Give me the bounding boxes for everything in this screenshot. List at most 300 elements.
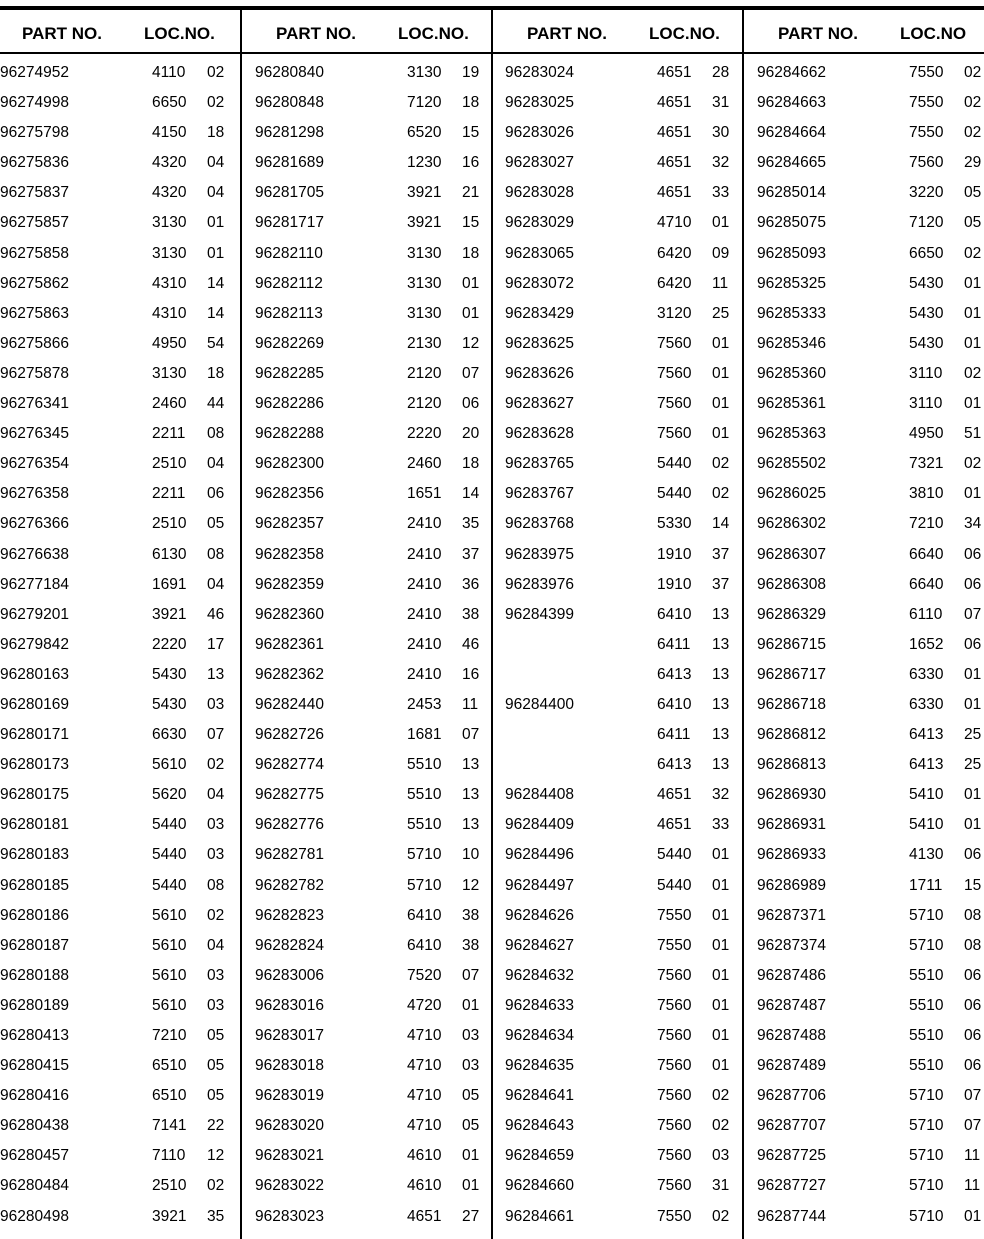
part-number: 96274952 xyxy=(0,64,69,81)
table-row xyxy=(255,752,506,782)
loc-no-header: LOC.NO xyxy=(900,24,967,43)
table-row xyxy=(505,632,756,662)
location-suffix: 29 xyxy=(964,154,982,172)
part-number: 96283024 xyxy=(505,64,574,81)
table-row xyxy=(757,361,984,391)
part-number: 96282440 xyxy=(255,695,324,713)
location-number: 5510 xyxy=(909,996,944,1014)
table-row xyxy=(0,572,251,602)
location-number: 6410 xyxy=(407,906,442,924)
table-row xyxy=(0,542,251,572)
part-number: 96280189 xyxy=(0,996,69,1014)
location-suffix: 04 xyxy=(207,154,225,172)
part-number: 96283023 xyxy=(255,1207,324,1225)
location-suffix: 13 xyxy=(712,695,730,713)
table-row xyxy=(505,90,756,120)
location-number: 6630 xyxy=(152,726,187,744)
table-row xyxy=(255,903,506,933)
table-row xyxy=(0,722,251,752)
table-row xyxy=(757,1173,984,1203)
part-number: 96282300 xyxy=(255,455,324,473)
part-number: 96285333 xyxy=(757,304,826,322)
location-suffix: 06 xyxy=(964,966,982,984)
part-number: 96282288 xyxy=(255,425,324,443)
location-number: 5440 xyxy=(152,846,187,864)
table-row xyxy=(757,241,984,271)
part-number: 96284665 xyxy=(757,154,826,172)
part-number: 96287489 xyxy=(757,1057,826,1075)
part-number: 96275836 xyxy=(0,154,69,172)
location-suffix: 03 xyxy=(712,1147,730,1165)
table-row xyxy=(505,1173,756,1203)
table-row xyxy=(0,301,251,331)
part-number: 96284408 xyxy=(505,786,574,804)
part-number: 96286302 xyxy=(757,515,826,533)
location-number: 4651 xyxy=(657,124,692,142)
location-suffix: 02 xyxy=(964,64,982,81)
part-number: 96275837 xyxy=(0,184,69,202)
location-number: 7550 xyxy=(909,94,944,112)
location-suffix: 01 xyxy=(964,304,982,322)
table-row xyxy=(505,1113,756,1143)
part-no-header: PART NO. xyxy=(527,24,607,43)
table-row xyxy=(255,271,506,301)
table-row xyxy=(505,271,756,301)
table-row xyxy=(757,963,984,993)
location-suffix: 02 xyxy=(964,244,982,262)
location-number: 4610 xyxy=(407,1177,442,1195)
location-number: 2410 xyxy=(407,545,442,563)
location-number: 7560 xyxy=(657,1147,692,1165)
table-row xyxy=(757,542,984,572)
location-number: 3130 xyxy=(152,214,187,232)
part-number: 96286718 xyxy=(757,695,826,713)
table-row xyxy=(0,752,251,782)
location-number: 5440 xyxy=(657,455,692,473)
location-suffix: 35 xyxy=(462,515,480,533)
table-row xyxy=(505,1053,756,1083)
location-number: 6410 xyxy=(407,936,442,954)
location-suffix: 21 xyxy=(462,184,480,202)
column-group-4 xyxy=(753,0,984,1239)
part-number: 96286025 xyxy=(757,485,826,503)
location-number: 2410 xyxy=(407,515,442,533)
location-number: 5710 xyxy=(909,936,944,954)
location-suffix: 27 xyxy=(462,1207,480,1225)
location-suffix: 11 xyxy=(462,695,479,713)
location-suffix: 04 xyxy=(207,786,225,804)
location-number: 5610 xyxy=(152,996,187,1014)
table-row xyxy=(505,451,756,481)
location-number: 2460 xyxy=(407,455,442,473)
part-number: 96282285 xyxy=(255,364,324,382)
location-suffix: 01 xyxy=(462,274,480,292)
location-suffix: 54 xyxy=(207,334,225,352)
location-suffix: 07 xyxy=(462,364,480,382)
location-suffix: 06 xyxy=(964,1057,982,1075)
location-suffix: 22 xyxy=(207,1117,225,1135)
location-number: 3130 xyxy=(407,304,442,322)
location-suffix: 02 xyxy=(207,756,225,774)
table-row xyxy=(757,331,984,361)
location-suffix: 01 xyxy=(964,485,982,503)
part-number: 96275863 xyxy=(0,304,69,322)
part-number: 96280163 xyxy=(0,665,69,683)
location-number: 5710 xyxy=(407,846,442,864)
location-suffix: 13 xyxy=(462,786,480,804)
loc-no-header: LOC.NO. xyxy=(144,24,215,43)
table-row xyxy=(757,1023,984,1053)
location-suffix: 05 xyxy=(207,515,225,533)
location-suffix: 25 xyxy=(964,726,982,744)
part-number: 96280171 xyxy=(0,726,69,744)
table-row xyxy=(757,873,984,903)
part-number: 96282824 xyxy=(255,936,324,954)
table-row xyxy=(0,511,251,541)
location-number: 7560 xyxy=(657,334,692,352)
table-row xyxy=(757,421,984,451)
location-suffix: 01 xyxy=(712,966,730,984)
location-number: 7141 xyxy=(152,1117,187,1135)
location-number: 6413 xyxy=(657,665,692,683)
location-number: 7560 xyxy=(657,1027,692,1044)
table-row xyxy=(505,1204,756,1234)
table-row xyxy=(255,120,506,150)
table-row xyxy=(255,873,506,903)
location-number: 1651 xyxy=(407,485,442,503)
part-number: 96280498 xyxy=(0,1207,69,1225)
location-number: 2510 xyxy=(152,515,187,533)
location-number: 5510 xyxy=(407,756,442,774)
part-number: 96280415 xyxy=(0,1057,69,1075)
table-row xyxy=(505,210,756,240)
location-number: 6420 xyxy=(657,244,692,262)
table-row xyxy=(757,1204,984,1234)
location-number: 1711 xyxy=(909,876,943,894)
table-row xyxy=(505,752,756,782)
location-number: 3921 xyxy=(407,214,442,232)
part-number: 96282112 xyxy=(255,274,323,292)
location-number: 5710 xyxy=(909,1147,944,1165)
location-suffix: 38 xyxy=(462,936,480,954)
part-number: 96284664 xyxy=(757,124,826,142)
table-row xyxy=(757,692,984,722)
part-number: 96282781 xyxy=(255,846,324,864)
location-suffix: 13 xyxy=(462,816,480,834)
location-number: 7560 xyxy=(657,425,692,443)
location-number: 5430 xyxy=(909,334,944,352)
part-number: 96283767 xyxy=(505,485,574,503)
location-number: 2220 xyxy=(152,635,187,653)
part-number: 96283021 xyxy=(255,1147,324,1165)
loc-no-header: LOC.NO. xyxy=(649,24,720,43)
table-row xyxy=(757,632,984,662)
table-row xyxy=(757,120,984,150)
location-number: 4710 xyxy=(407,1117,442,1135)
table-row xyxy=(757,752,984,782)
part-number: 96284643 xyxy=(505,1117,574,1135)
location-number: 6640 xyxy=(909,545,944,563)
table-row xyxy=(505,572,756,602)
table-row xyxy=(255,842,506,872)
part-no-header: PART NO. xyxy=(778,24,858,43)
location-number: 4150 xyxy=(152,124,187,142)
location-suffix: 11 xyxy=(964,1177,981,1195)
part-number: 96284659 xyxy=(505,1147,574,1165)
location-suffix: 08 xyxy=(207,876,225,894)
location-number: 6410 xyxy=(657,605,692,623)
table-row xyxy=(505,180,756,210)
location-number: 6110 xyxy=(909,605,943,623)
location-suffix: 05 xyxy=(964,184,982,202)
table-row xyxy=(255,1053,506,1083)
table-row xyxy=(757,271,984,301)
location-suffix: 04 xyxy=(207,575,225,593)
part-number: 96282726 xyxy=(255,726,324,744)
part-number: 96280438 xyxy=(0,1117,69,1135)
location-suffix: 30 xyxy=(712,124,730,142)
part-number: 96283072 xyxy=(505,274,574,292)
table-row xyxy=(255,1083,506,1113)
table-row xyxy=(505,812,756,842)
location-number: 5510 xyxy=(407,816,442,834)
location-suffix: 07 xyxy=(462,726,480,744)
table-row xyxy=(757,662,984,692)
table-row xyxy=(0,782,251,812)
location-number: 4651 xyxy=(657,154,692,172)
location-number: 2120 xyxy=(407,395,442,413)
part-number: 96284633 xyxy=(505,996,574,1014)
table-row xyxy=(505,60,756,90)
part-number: 96280173 xyxy=(0,756,69,774)
part-number: 96279201 xyxy=(0,605,69,623)
location-number: 1652 xyxy=(909,635,944,653)
location-suffix: 37 xyxy=(712,575,730,593)
part-number: 96275866 xyxy=(0,334,69,352)
location-number: 5440 xyxy=(657,485,692,503)
location-suffix: 06 xyxy=(964,575,982,593)
part-number: 96281705 xyxy=(255,184,324,202)
location-suffix: 01 xyxy=(462,304,480,322)
location-suffix: 02 xyxy=(964,94,982,112)
table-row xyxy=(757,993,984,1023)
part-number: 96284641 xyxy=(505,1087,574,1105)
table-row xyxy=(255,511,506,541)
table-row xyxy=(0,1173,251,1203)
table-row xyxy=(505,782,756,812)
table-row xyxy=(757,511,984,541)
table-row xyxy=(505,241,756,271)
table-row xyxy=(757,1113,984,1143)
table-row xyxy=(255,1113,506,1143)
location-suffix: 13 xyxy=(712,605,730,623)
table-row xyxy=(0,692,251,722)
part-number: 96284399 xyxy=(505,605,574,623)
location-number: 2120 xyxy=(407,364,442,382)
table-row xyxy=(0,1113,251,1143)
location-number: 3110 xyxy=(909,395,943,413)
part-number: 96286989 xyxy=(757,876,826,894)
location-number: 4710 xyxy=(657,214,692,232)
part-number: 96284632 xyxy=(505,966,574,984)
location-number: 2510 xyxy=(152,455,187,473)
part-number: 96286307 xyxy=(757,545,826,563)
table-row xyxy=(757,903,984,933)
table-row xyxy=(505,842,756,872)
location-suffix: 37 xyxy=(712,545,730,563)
table-row xyxy=(505,692,756,722)
part-number: 96287706 xyxy=(757,1087,826,1105)
location-number: 5430 xyxy=(909,304,944,322)
location-number: 4610 xyxy=(407,1147,442,1165)
table-row xyxy=(255,602,506,632)
location-number: 4320 xyxy=(152,154,187,172)
location-number: 5610 xyxy=(152,906,187,924)
part-number: 96283768 xyxy=(505,515,574,533)
part-number: 96275878 xyxy=(0,364,69,382)
table-row xyxy=(505,1083,756,1113)
location-number: 4950 xyxy=(152,334,187,352)
part-number: 96282782 xyxy=(255,876,324,894)
table-row xyxy=(255,481,506,511)
table-row xyxy=(757,1083,984,1113)
part-number: 96283028 xyxy=(505,184,574,202)
table-row xyxy=(505,391,756,421)
location-suffix: 01 xyxy=(462,996,480,1014)
location-number: 3130 xyxy=(407,274,442,292)
table-row xyxy=(0,60,251,90)
table-row xyxy=(0,632,251,662)
table-row xyxy=(255,1204,506,1234)
location-suffix: 01 xyxy=(712,906,730,924)
location-number: 5440 xyxy=(152,876,187,894)
location-number: 7520 xyxy=(407,966,442,984)
location-number: 2453 xyxy=(407,695,442,713)
location-number: 2460 xyxy=(152,395,187,413)
location-suffix: 05 xyxy=(207,1087,225,1105)
table-row xyxy=(0,602,251,632)
table-row xyxy=(255,301,506,331)
location-number: 5430 xyxy=(152,665,187,683)
location-number: 7560 xyxy=(657,1177,692,1195)
location-suffix: 38 xyxy=(462,906,480,924)
part-number: 96286931 xyxy=(757,816,826,834)
location-suffix: 01 xyxy=(964,665,982,683)
part-number: 96285325 xyxy=(757,274,826,292)
table-row xyxy=(255,1023,506,1053)
part-number: 96287487 xyxy=(757,996,826,1014)
table-row xyxy=(255,933,506,963)
location-number: 4651 xyxy=(657,64,692,81)
part-number: 96284635 xyxy=(505,1057,574,1075)
location-suffix: 06 xyxy=(964,635,982,653)
table-row xyxy=(505,301,756,331)
part-number: 96282823 xyxy=(255,906,324,924)
table-row xyxy=(505,421,756,451)
part-number: 96283025 xyxy=(505,94,574,112)
part-number: 96287707 xyxy=(757,1117,826,1135)
location-number: 7120 xyxy=(909,214,944,232)
table-row xyxy=(505,993,756,1023)
location-number: 3921 xyxy=(407,184,442,202)
table-row xyxy=(757,602,984,632)
table-row xyxy=(255,210,506,240)
part-number: 96280183 xyxy=(0,846,69,864)
part-number: 96283019 xyxy=(255,1087,324,1105)
location-number: 7550 xyxy=(657,1207,692,1225)
location-number: 5440 xyxy=(152,816,187,834)
table-row xyxy=(0,903,251,933)
location-suffix: 05 xyxy=(964,214,982,232)
location-number: 5440 xyxy=(657,846,692,864)
part-number: 96285075 xyxy=(757,214,826,232)
table-row xyxy=(0,1143,251,1173)
location-suffix: 02 xyxy=(964,455,982,473)
part-number: 96283627 xyxy=(505,395,574,413)
part-number: 96283029 xyxy=(505,214,574,232)
part-number: 96282362 xyxy=(255,665,324,683)
location-number: 2410 xyxy=(407,635,442,653)
part-number: 96285502 xyxy=(757,455,826,473)
part-number: 96287727 xyxy=(757,1177,826,1195)
location-number: 5440 xyxy=(657,876,692,894)
location-suffix: 25 xyxy=(964,756,982,774)
table-row xyxy=(0,241,251,271)
location-suffix: 14 xyxy=(462,485,480,503)
table-row xyxy=(255,361,506,391)
location-number: 7560 xyxy=(657,364,692,382)
location-suffix: 16 xyxy=(462,665,480,683)
location-number: 4651 xyxy=(657,816,692,834)
location-number: 5710 xyxy=(909,1207,944,1225)
location-suffix: 01 xyxy=(712,425,730,443)
table-row xyxy=(505,963,756,993)
part-number: 96284626 xyxy=(505,906,574,924)
location-number: 5430 xyxy=(909,274,944,292)
location-number: 4710 xyxy=(407,1057,442,1075)
table-row xyxy=(255,812,506,842)
location-number: 3921 xyxy=(152,605,187,623)
location-suffix: 35 xyxy=(207,1207,225,1225)
part-number: 96275862 xyxy=(0,274,69,292)
location-number: 5410 xyxy=(909,786,944,804)
location-suffix: 17 xyxy=(207,635,225,653)
location-suffix: 02 xyxy=(207,906,225,924)
location-suffix: 03 xyxy=(207,996,225,1014)
table-row xyxy=(0,150,251,180)
table-row xyxy=(757,812,984,842)
column-group-1 xyxy=(0,0,248,1239)
part-number: 96283022 xyxy=(255,1177,324,1195)
table-row xyxy=(757,722,984,752)
location-suffix: 01 xyxy=(964,274,982,292)
part-number: 96286930 xyxy=(757,786,826,804)
table-row xyxy=(0,812,251,842)
table-row xyxy=(0,662,251,692)
table-row xyxy=(757,481,984,511)
part-number: 96280186 xyxy=(0,906,69,924)
location-suffix: 13 xyxy=(462,756,480,774)
part-number: 96281689 xyxy=(255,154,324,172)
part-number: 96276345 xyxy=(0,425,69,443)
part-number: 96280416 xyxy=(0,1087,69,1105)
location-number: 6330 xyxy=(909,695,944,713)
location-suffix: 16 xyxy=(462,154,480,172)
part-number: 96281717 xyxy=(255,214,324,232)
location-suffix: 01 xyxy=(712,876,730,894)
location-number: 4310 xyxy=(152,274,187,292)
location-number: 6413 xyxy=(909,726,944,744)
